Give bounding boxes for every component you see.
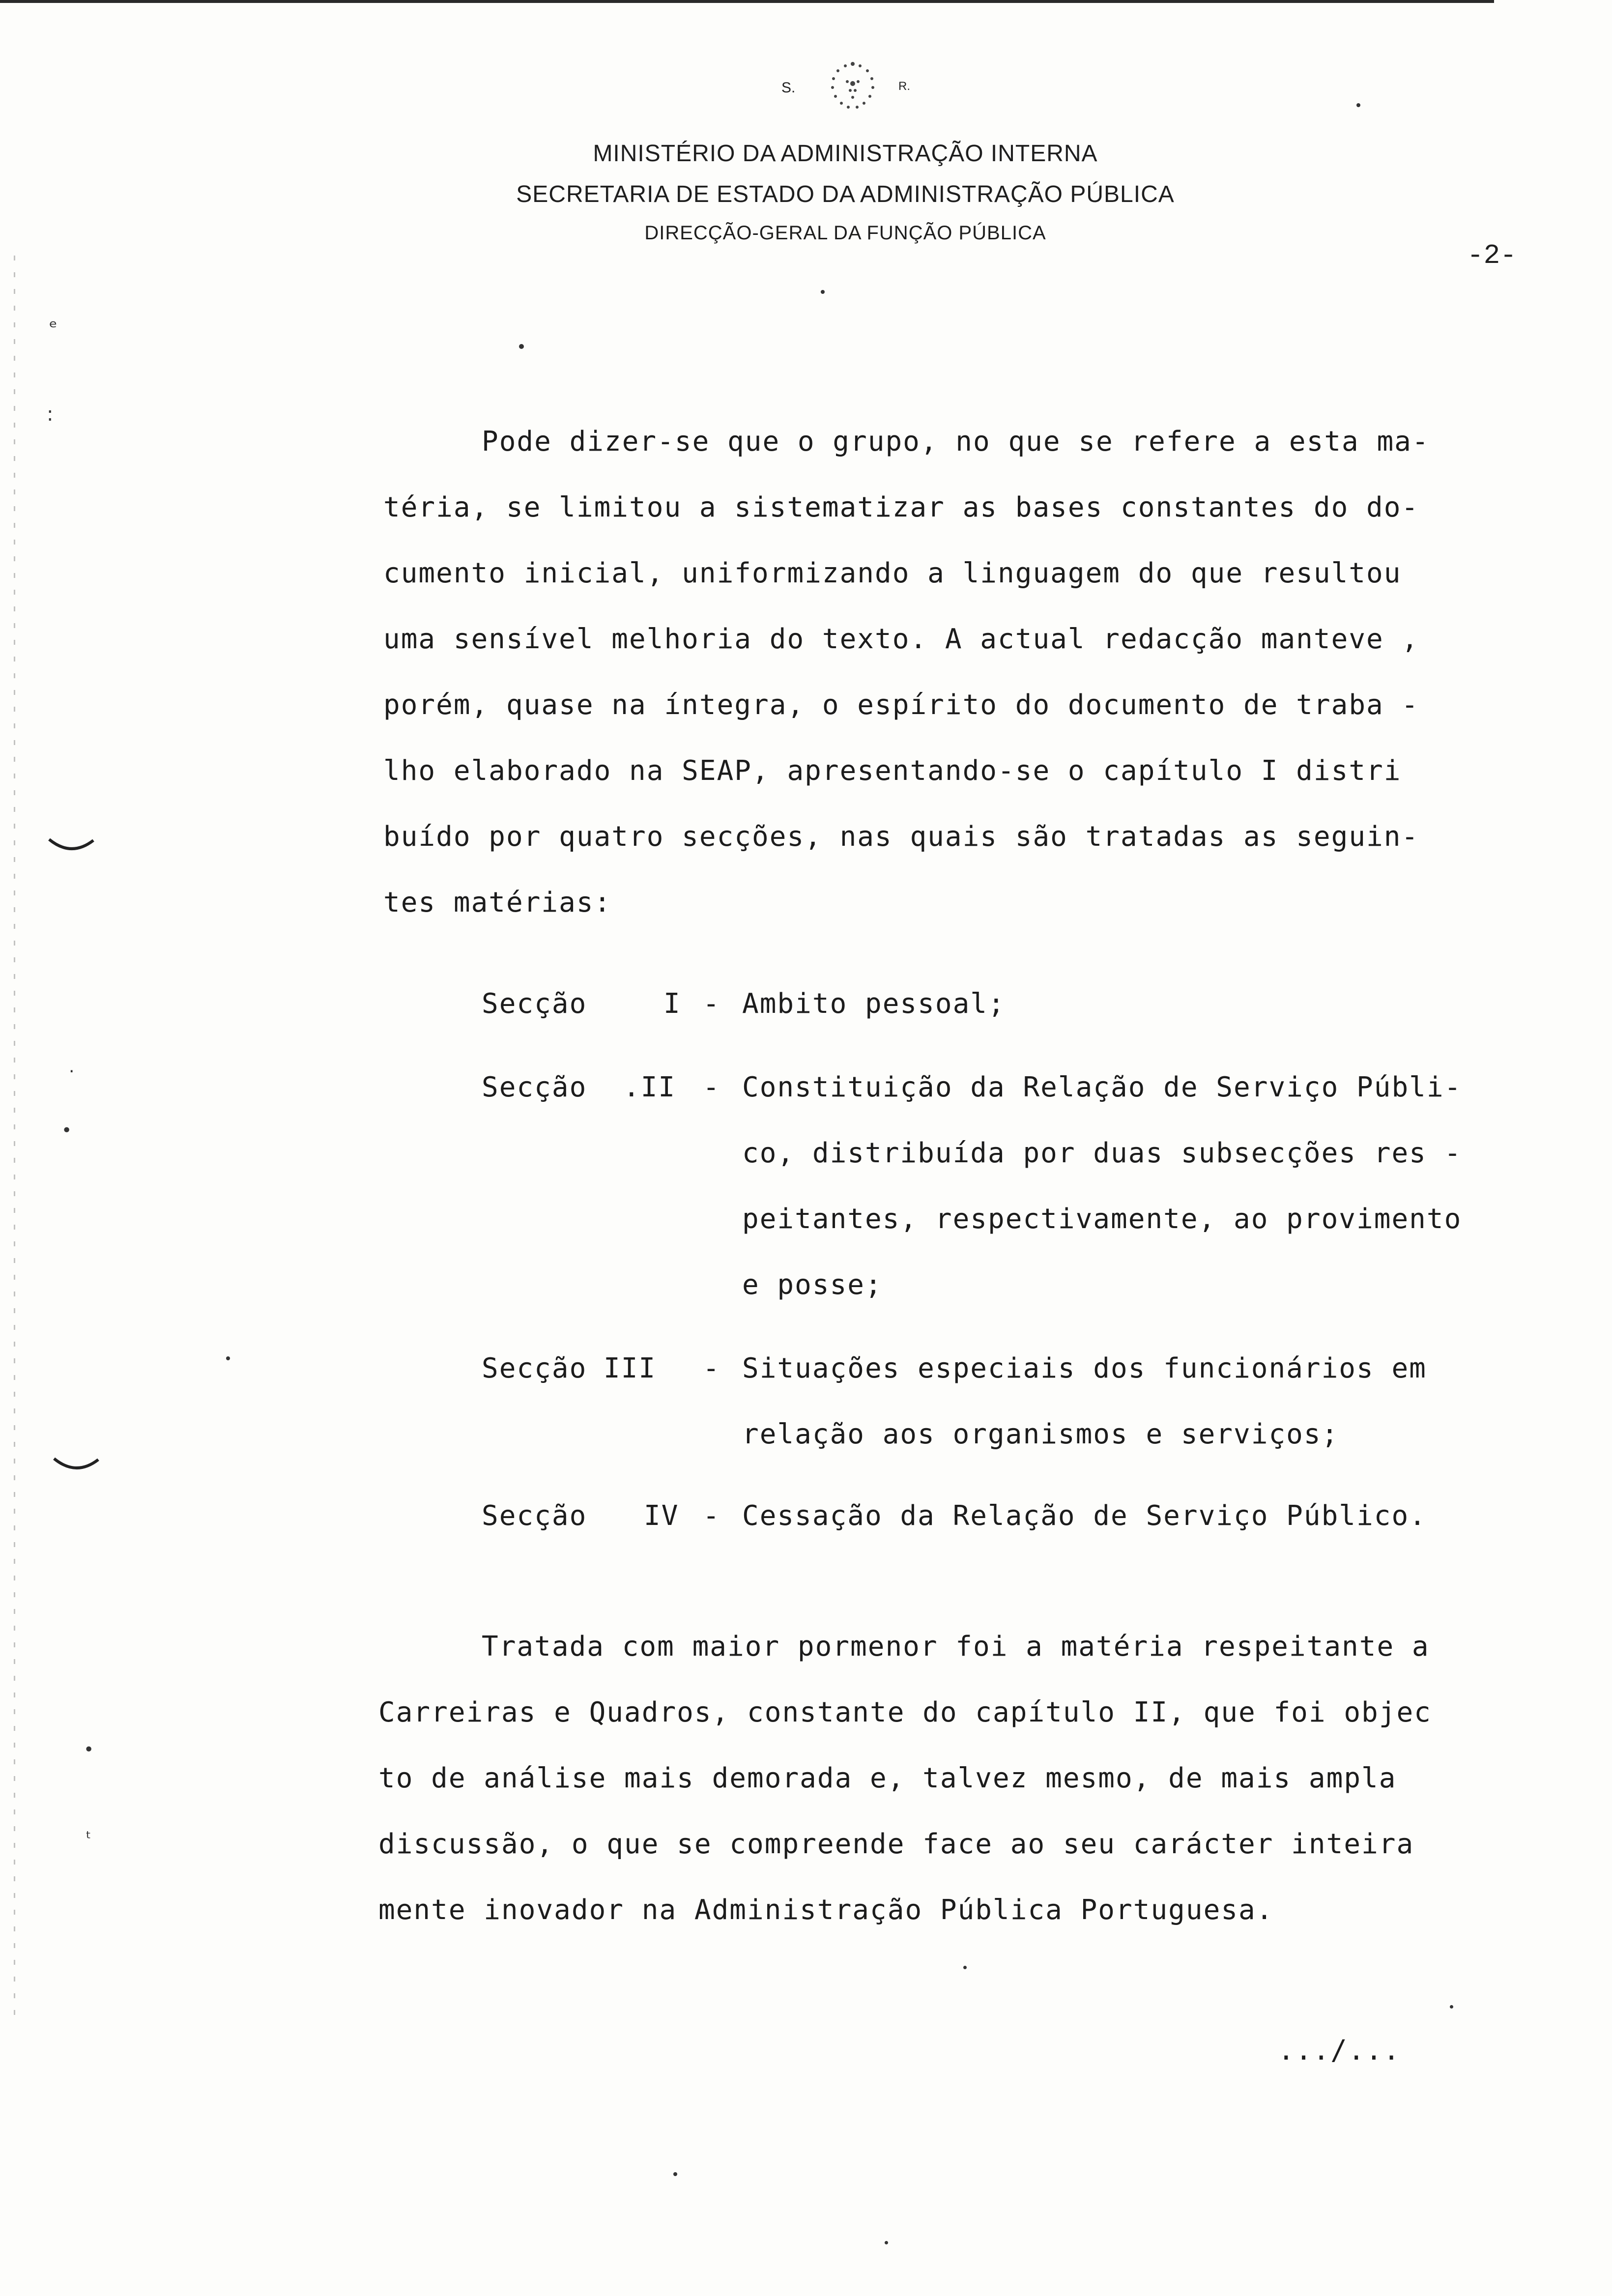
paragraph-line: buído por quatro secções, nas quais são tratadas as seguin- <box>383 821 1419 853</box>
scan-speck <box>519 344 524 349</box>
margin-mark: · <box>69 1062 75 1082</box>
page-number: -2- <box>1467 240 1517 271</box>
section-label: Secção <box>482 1071 587 1103</box>
paragraph-line: tes matérias: <box>383 887 612 918</box>
top-rule <box>0 0 1494 3</box>
section-label: Secção <box>482 1352 587 1384</box>
margin-curve-mark <box>47 835 96 855</box>
scan-speck <box>226 1356 230 1360</box>
margin-mark: • <box>61 1120 72 1141</box>
paragraph-line: Carreiras e Quadros, constante do capítulo II, que foi objec <box>378 1696 1432 1728</box>
margin-mark: ₑ <box>49 310 58 332</box>
paragraph-line: lho elaborado na SEAP, apresentando-se o capítulo I distri <box>383 755 1402 787</box>
paragraph-line: Tratada com maior pormenor foi a matéria respeitante a <box>482 1631 1430 1663</box>
paragraph-line: Pode dizer-se que o grupo, no que se refere a esta ma- <box>482 426 1430 458</box>
scan-speck <box>1450 2005 1453 2009</box>
section-text-line: e posse; <box>742 1269 883 1301</box>
paragraph-line: cumento inicial, uniformizando a linguagem do que resultou <box>383 557 1402 589</box>
paragraph-line: porém, quase na íntegra, o espírito do documento de traba - <box>383 689 1419 721</box>
paragraph-line: to de análise mais demorada e, talvez mesmo, de mais ampla <box>378 1762 1397 1794</box>
continuation-marker: .../... <box>1278 2035 1401 2066</box>
section-text-line: Cessação da Relação de Serviço Público. <box>742 1500 1427 1532</box>
section-text-line: Constituição da Relação de Serviço Públi- <box>742 1071 1462 1103</box>
scan-speck <box>885 2241 888 2244</box>
coat-of-arms-emblem <box>781 54 929 128</box>
header-secretariat: SECRETARIA DE ESTADO DA ADMINISTRAÇÃO PÚBLICA <box>516 181 1175 207</box>
paragraph-line: mente inovador na Administração Pública Portuguesa. <box>378 1894 1274 1926</box>
section-dash: - <box>703 988 720 1020</box>
emblem-letter-left: S. <box>781 80 796 96</box>
scan-speck <box>1356 103 1360 107</box>
section-text-line: Situações especiais dos funcionários em <box>742 1352 1427 1384</box>
section-text-line: peitantes, respectivamente, ao provimento <box>742 1203 1462 1235</box>
section-dash: - <box>703 1500 720 1532</box>
header-directorate: DIRECÇÃO-GERAL DA FUNÇÃO PÚBLICA <box>644 222 1046 244</box>
header-ministry: MINISTÉRIO DA ADMINISTRAÇÃO INTERNA <box>593 141 1098 167</box>
margin-curve-mark <box>52 1455 101 1474</box>
paragraph-line: uma sensível melhoria do texto. A actual redacção manteve , <box>383 623 1419 655</box>
section-numeral: III <box>604 1352 657 1384</box>
emblem-seal-icon <box>816 54 890 123</box>
margin-mark: : <box>47 403 54 426</box>
scan-edge-marks <box>14 256 15 2025</box>
section-numeral: IV <box>644 1500 679 1532</box>
section-dash: - <box>703 1352 720 1384</box>
section-text-line: relação aos organismos e serviços; <box>742 1418 1339 1450</box>
scan-speck <box>963 1966 967 1969</box>
emblem-letter-right: R. <box>898 80 910 93</box>
section-text-line: co, distribuída por duas subsecções res - <box>742 1137 1462 1169</box>
scan-speck <box>821 290 825 294</box>
paragraph-line: discussão, o que se compreende face ao seu carácter inteira <box>378 1828 1414 1860</box>
section-dash: - <box>703 1071 720 1103</box>
scan-speck <box>673 2172 677 2176</box>
section-numeral: I <box>663 988 681 1020</box>
margin-mark: • <box>84 1740 94 1760</box>
section-numeral: .II <box>623 1071 676 1103</box>
section-label: Secção <box>482 988 587 1020</box>
margin-mark: ᵗ <box>86 1828 91 1848</box>
section-text-line: Ambito pessoal; <box>742 988 1006 1020</box>
paragraph-line: téria, se limitou a sistematizar as bases constantes do do- <box>383 491 1419 523</box>
section-label: Secção <box>482 1500 587 1532</box>
